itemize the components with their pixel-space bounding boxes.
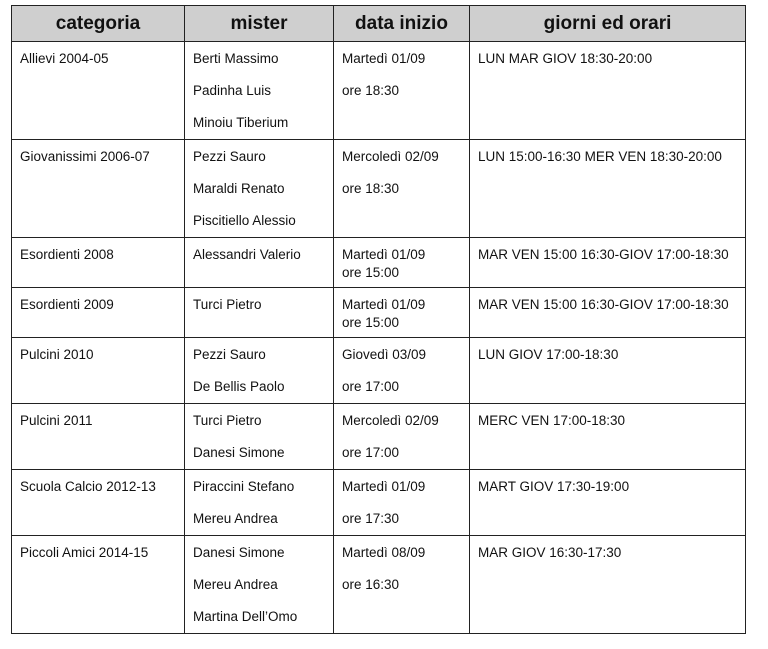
table-row [12,404,746,470]
categoria-text: Pulcini 2010 [20,347,94,362]
start-date: Martedì 01/09 [342,297,426,312]
cell-data-inizio [334,470,470,536]
start-date: Martedì 08/09 [342,545,426,560]
cell-data-inizio [334,238,470,288]
start-date: Giovedì 03/09 [342,347,427,362]
schedule-text: MERC VEN 17:00-18:30 [478,413,626,428]
cell-mister [185,404,334,470]
categoria-text: Esordienti 2008 [20,247,114,262]
start-time: ore 18:30 [342,83,400,98]
mister-name: Pezzi Sauro [193,149,266,164]
categoria-text: Giovanissimi 2006-07 [20,149,150,164]
cell-orari [470,470,746,536]
cell-categoria [12,470,185,536]
mister-name: Turci Pietro [193,297,262,312]
start-date: Martedì 01/09 [342,51,426,66]
mister-name: Piscitiello Alessio [193,213,296,228]
mister-name: Maraldi Renato [193,181,285,196]
cell-data-inizio [334,536,470,634]
mister-name: Piraccini Stefano [193,479,295,494]
header-row [12,6,746,42]
header-giorni-orari: giorni ed orari [470,6,746,42]
cell-mister [185,536,334,634]
start-time: ore 15:00 [342,315,400,330]
mister-name: Berti Massimo [193,51,279,66]
cell-categoria [12,238,185,288]
header-categoria: categoria [12,6,185,42]
schedule-text: MAR VEN 15:00 16:30-GIOV 17:00-18:30 [478,247,729,262]
cell-orari [470,404,746,470]
cell-data-inizio [334,140,470,238]
cell-categoria [12,536,185,634]
start-date: Martedì 01/09 [342,247,426,262]
start-time: ore 17:00 [342,379,400,394]
header-data-inizio: data inizio [334,6,470,42]
mister-name: Danesi Simone [193,545,285,560]
categoria-text: Allievi 2004-05 [20,51,109,66]
cell-orari [470,288,746,338]
schedule-table [11,5,746,634]
table-row [12,42,746,140]
start-date: Martedì 01/09 [342,479,426,494]
schedule-text: MAR GIOV 16:30-17:30 [478,545,622,560]
schedule-text: LUN GIOV 17:00-18:30 [478,347,619,362]
cell-mister [185,470,334,536]
mister-name: Danesi Simone [193,445,285,460]
table-row [12,470,746,536]
cell-mister [185,338,334,404]
mister-name: Mereu Andrea [193,511,278,526]
categoria-text: Pulcini 2011 [20,413,93,428]
cell-categoria [12,338,185,404]
cell-categoria [12,140,185,238]
cell-orari [470,140,746,238]
categoria-text: Piccoli Amici 2014-15 [20,545,149,560]
cell-data-inizio [334,338,470,404]
cell-data-inizio [334,42,470,140]
mister-name: Alessandri Valerio [193,247,301,262]
schedule-text: MAR VEN 15:00 16:30-GIOV 17:00-18:30 [478,297,729,312]
cell-data-inizio [334,404,470,470]
categoria-text: Scuola Calcio 2012-13 [20,479,156,494]
cell-categoria [12,404,185,470]
table-row [12,338,746,404]
categoria-text: Esordienti 2009 [20,297,114,312]
start-time: ore 16:30 [342,577,400,592]
schedule-text: MART GIOV 17:30-19:00 [478,479,630,494]
cell-categoria [12,42,185,140]
schedule-text: LUN MAR GIOV 18:30-20:00 [478,51,653,66]
mister-name: De Bellis Paolo [193,379,285,394]
start-date: Mercoledì 02/09 [342,413,439,428]
start-time: ore 15:00 [342,265,400,280]
table-row [12,536,746,634]
mister-name: Pezzi Sauro [193,347,266,362]
table-row [12,238,746,288]
mister-name: Turci Pietro [193,413,262,428]
cell-orari [470,238,746,288]
cell-data-inizio [334,288,470,338]
start-date: Mercoledì 02/09 [342,149,439,164]
mister-name: Martina Dell’Omo [193,609,298,624]
cell-mister [185,288,334,338]
cell-orari [470,338,746,404]
cell-orari [470,536,746,634]
schedule-text: LUN 15:00-16:30 MER VEN 18:30-20:00 [478,149,722,164]
cell-mister [185,140,334,238]
cell-mister [185,238,334,288]
table-row [12,140,746,238]
cell-categoria [12,288,185,338]
header-mister: mister [185,6,334,42]
start-time: ore 17:30 [342,511,400,526]
start-time: ore 17:00 [342,445,400,460]
mister-name: Mereu Andrea [193,577,278,592]
table-row [12,288,746,338]
mister-name: Padinha Luis [193,83,272,98]
start-time: ore 18:30 [342,181,400,196]
mister-name: Minoiu Tiberium [193,115,289,130]
cell-mister [185,42,334,140]
cell-orari [470,42,746,140]
